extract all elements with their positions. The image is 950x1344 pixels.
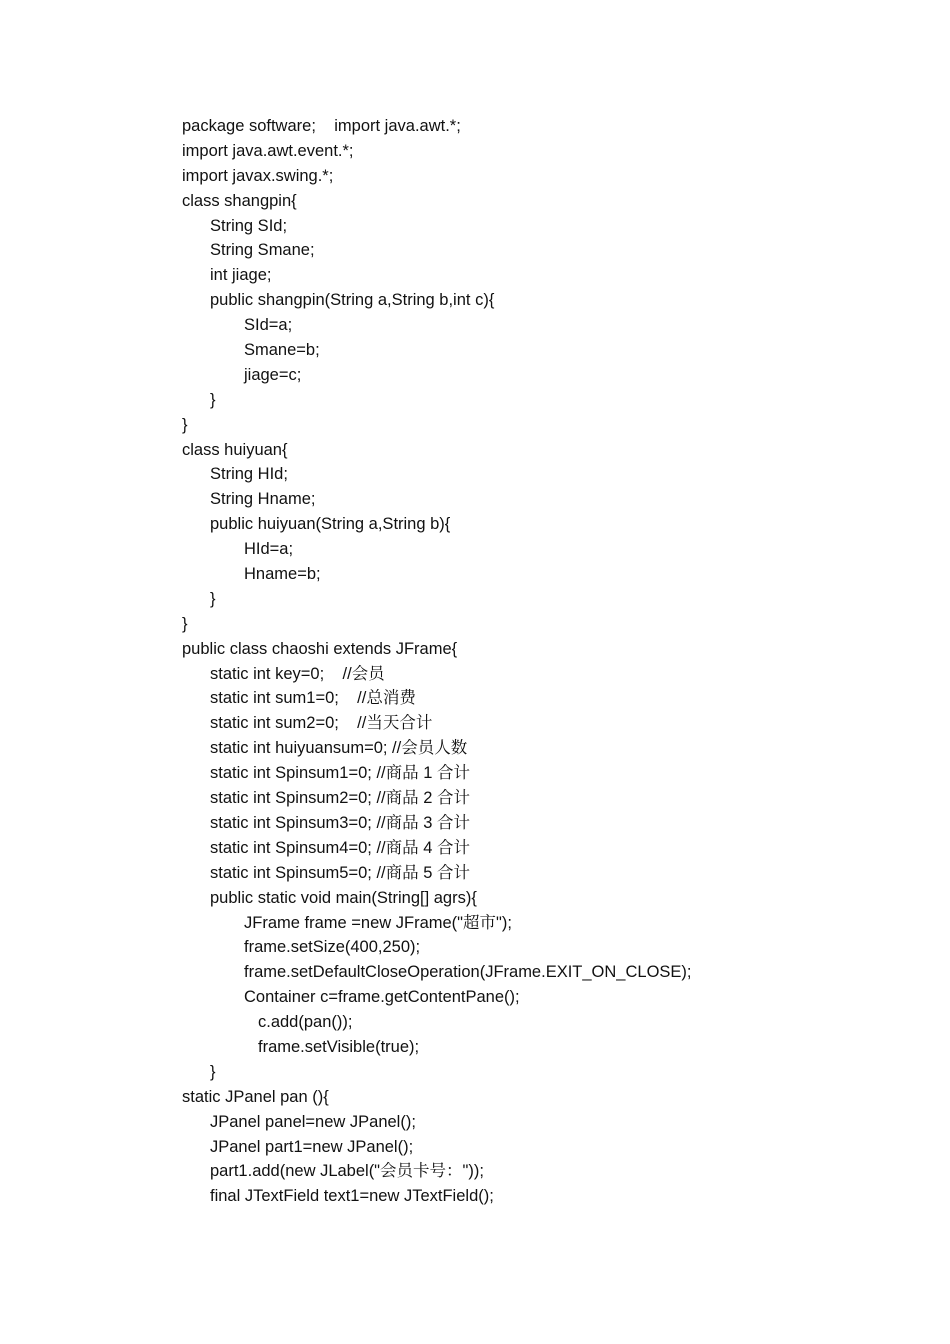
code-line: }: [210, 390, 216, 409]
code-line: frame.setSize(400,250);: [244, 938, 421, 957]
code-line: import java.awt.event.*;: [182, 141, 354, 160]
code-line: String Hname;: [210, 490, 316, 509]
code-line: frame.setDefaultCloseOperation(JFrame.EXIT_ON_CLOSE);: [244, 963, 692, 982]
code-line: int jiage;: [210, 266, 272, 285]
code-line: public class chaoshi extends JFrame{: [182, 639, 458, 658]
code-line: Container c=frame.getContentPane();: [244, 988, 520, 1007]
code-line: HId=a;: [244, 540, 294, 559]
code-line: SId=a;: [244, 316, 293, 335]
code-line: JPanel panel=new JPanel();: [210, 1112, 416, 1131]
code-line: public static void main(String[] agrs){: [210, 888, 477, 907]
code-line: Smane=b;: [244, 341, 320, 360]
code-line: static int Spinsum3=0; //商品 3 合计: [210, 813, 470, 832]
code-line: Hname=b;: [244, 565, 321, 584]
code-line: static int key=0; //会员: [210, 664, 385, 683]
code-line: static int sum2=0; //当天合计: [210, 714, 433, 733]
code-line: frame.setVisible(true);: [258, 1037, 420, 1056]
code-line: static int Spinsum2=0; //商品 2 合计: [210, 789, 470, 808]
code-line: }: [210, 1062, 216, 1081]
code-line: package software; import java.awt.*;: [182, 117, 461, 135]
code-line: }: [210, 589, 216, 608]
code-line: static int Spinsum1=0; //商品 1 合计: [210, 764, 470, 783]
code-line: public huiyuan(String a,String b){: [210, 515, 451, 534]
code-line: class huiyuan{: [182, 440, 288, 459]
code-listing: [182, 114, 902, 1209]
code-line: static int Spinsum4=0; //商品 4 合计: [210, 838, 470, 857]
code-line: static int Spinsum5=0; //商品 5 合计: [210, 863, 470, 882]
code-line: class shangpin{: [182, 191, 297, 210]
code-line: import javax.swing.*;: [182, 166, 334, 185]
code-line: final JTextField text1=new JTextField();: [210, 1187, 494, 1206]
code-line: c.add(pan());: [258, 1013, 353, 1032]
code-line: public shangpin(String a,String b,int c){: [210, 291, 495, 310]
code-line: static JPanel pan (){: [182, 1087, 329, 1106]
code-line: String Smane;: [210, 241, 315, 260]
code-line: static int huiyuansum=0; //会员人数: [210, 739, 468, 758]
code-line: JFrame frame =new JFrame("超市");: [244, 913, 512, 932]
code-line: }: [182, 415, 188, 434]
code-line: String HId;: [210, 465, 288, 484]
code-line: JPanel part1=new JPanel();: [210, 1137, 414, 1156]
code-line: }: [182, 614, 188, 633]
code-line: String SId;: [210, 216, 288, 235]
code-line: part1.add(new JLabel("会员卡号："));: [210, 1162, 484, 1181]
code-line: jiage=c;: [244, 365, 302, 384]
code-line: static int sum1=0; //总消费: [210, 689, 416, 708]
